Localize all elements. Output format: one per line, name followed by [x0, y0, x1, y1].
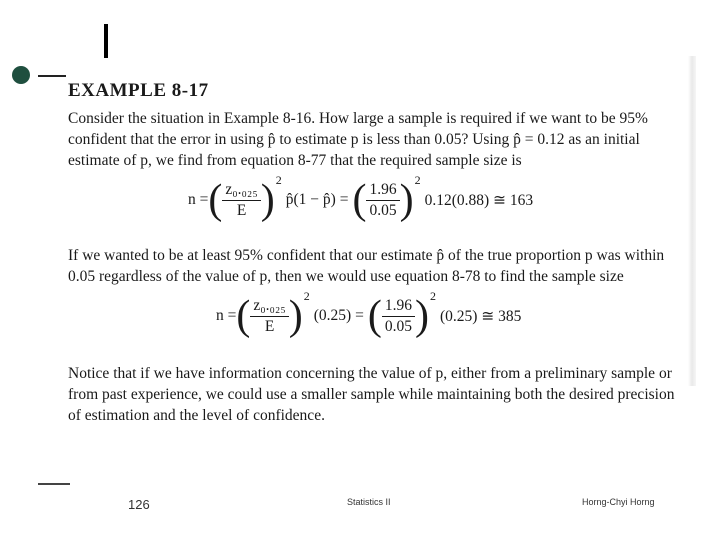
eq2-paren2-open: ( [367, 293, 382, 339]
equation-2 [66, 287, 686, 357]
eq2-paren-close: ) [288, 293, 303, 339]
eq2-lhs: n = [216, 307, 237, 324]
scanned-textbook-page [66, 80, 686, 426]
eq1-middle: p̂(1 − p̂) = [285, 191, 349, 208]
footer-rule [38, 483, 70, 485]
eq1-paren-close: ) [260, 177, 275, 223]
eq2-value-denominator: 0.05 [384, 317, 412, 335]
eq2-exponent: 2 [303, 288, 310, 303]
eq2-value-numerator: 1.96 [382, 297, 415, 317]
eq1-z-numerator: z₀.₀₂₅ [222, 181, 260, 201]
eq1-value-denominator: 0.05 [369, 201, 397, 219]
bullet-icon [12, 66, 30, 84]
footer-author: Horng-Chyi Horng [582, 497, 655, 507]
footer-course: Statistics II [347, 497, 391, 507]
eq2-paren2-close: ) [414, 293, 429, 339]
eq1-paren-open: ( [208, 177, 223, 223]
footer-page-number: 126 [128, 497, 150, 512]
eq1-rhs: 0.12(0.88) ≅ 163 [424, 191, 534, 209]
eq1-value-fraction [366, 181, 399, 220]
example-heading: EXAMPLE 8-17 [68, 80, 209, 101]
eq2-paren-open: ( [236, 293, 251, 339]
eq2-z-denominator: E [264, 317, 275, 335]
eq2-z-fraction [250, 297, 288, 336]
eq1-exponent-2: 2 [414, 172, 421, 187]
eq2-value-fraction [382, 297, 415, 336]
eq2-rhs: (0.25) ≅ 385 [439, 307, 522, 325]
scan-edge-shadow [688, 56, 696, 386]
eq2-z-numerator: z₀.₀₂₅ [250, 297, 288, 317]
bullet-rule [38, 75, 66, 77]
eq1-lhs: n = [188, 191, 209, 208]
eq1-value-numerator: 1.96 [366, 181, 399, 201]
paragraph-1: Consider the situation in Example 8-16. How large a sample is required if we want to be 95% confident that the error in using p̂ to estimate p is less than 0.05? Using p̂ = 0.12 as an initial estimate of p, we find from equation 8-77 that the required sample size is [68, 110, 648, 169]
eq1-paren2-open: ( [352, 177, 367, 223]
eq2-middle: (0.25) = [313, 307, 364, 324]
eq1-exponent: 2 [275, 172, 282, 187]
equation-1 [66, 171, 686, 241]
paragraph-2: If we wanted to be at least 95% confident that our estimate p̂ of the true proportion p was within 0.05 regardless of the value of p, then we would use equation 8-78 to find the sample size [68, 247, 665, 285]
paragraph-3: Notice that if we have information concerning the value of p, either from a preliminary sample or from past experience, we could use a smaller sample while maintaining both the desired precision of estimation and the level of confidence. [68, 365, 675, 424]
title-bar-marker [104, 24, 108, 58]
eq1-paren2-close: ) [399, 177, 414, 223]
eq2-exponent-2: 2 [429, 288, 436, 303]
eq1-z-denominator: E [236, 201, 247, 219]
eq1-z-fraction [222, 181, 260, 220]
